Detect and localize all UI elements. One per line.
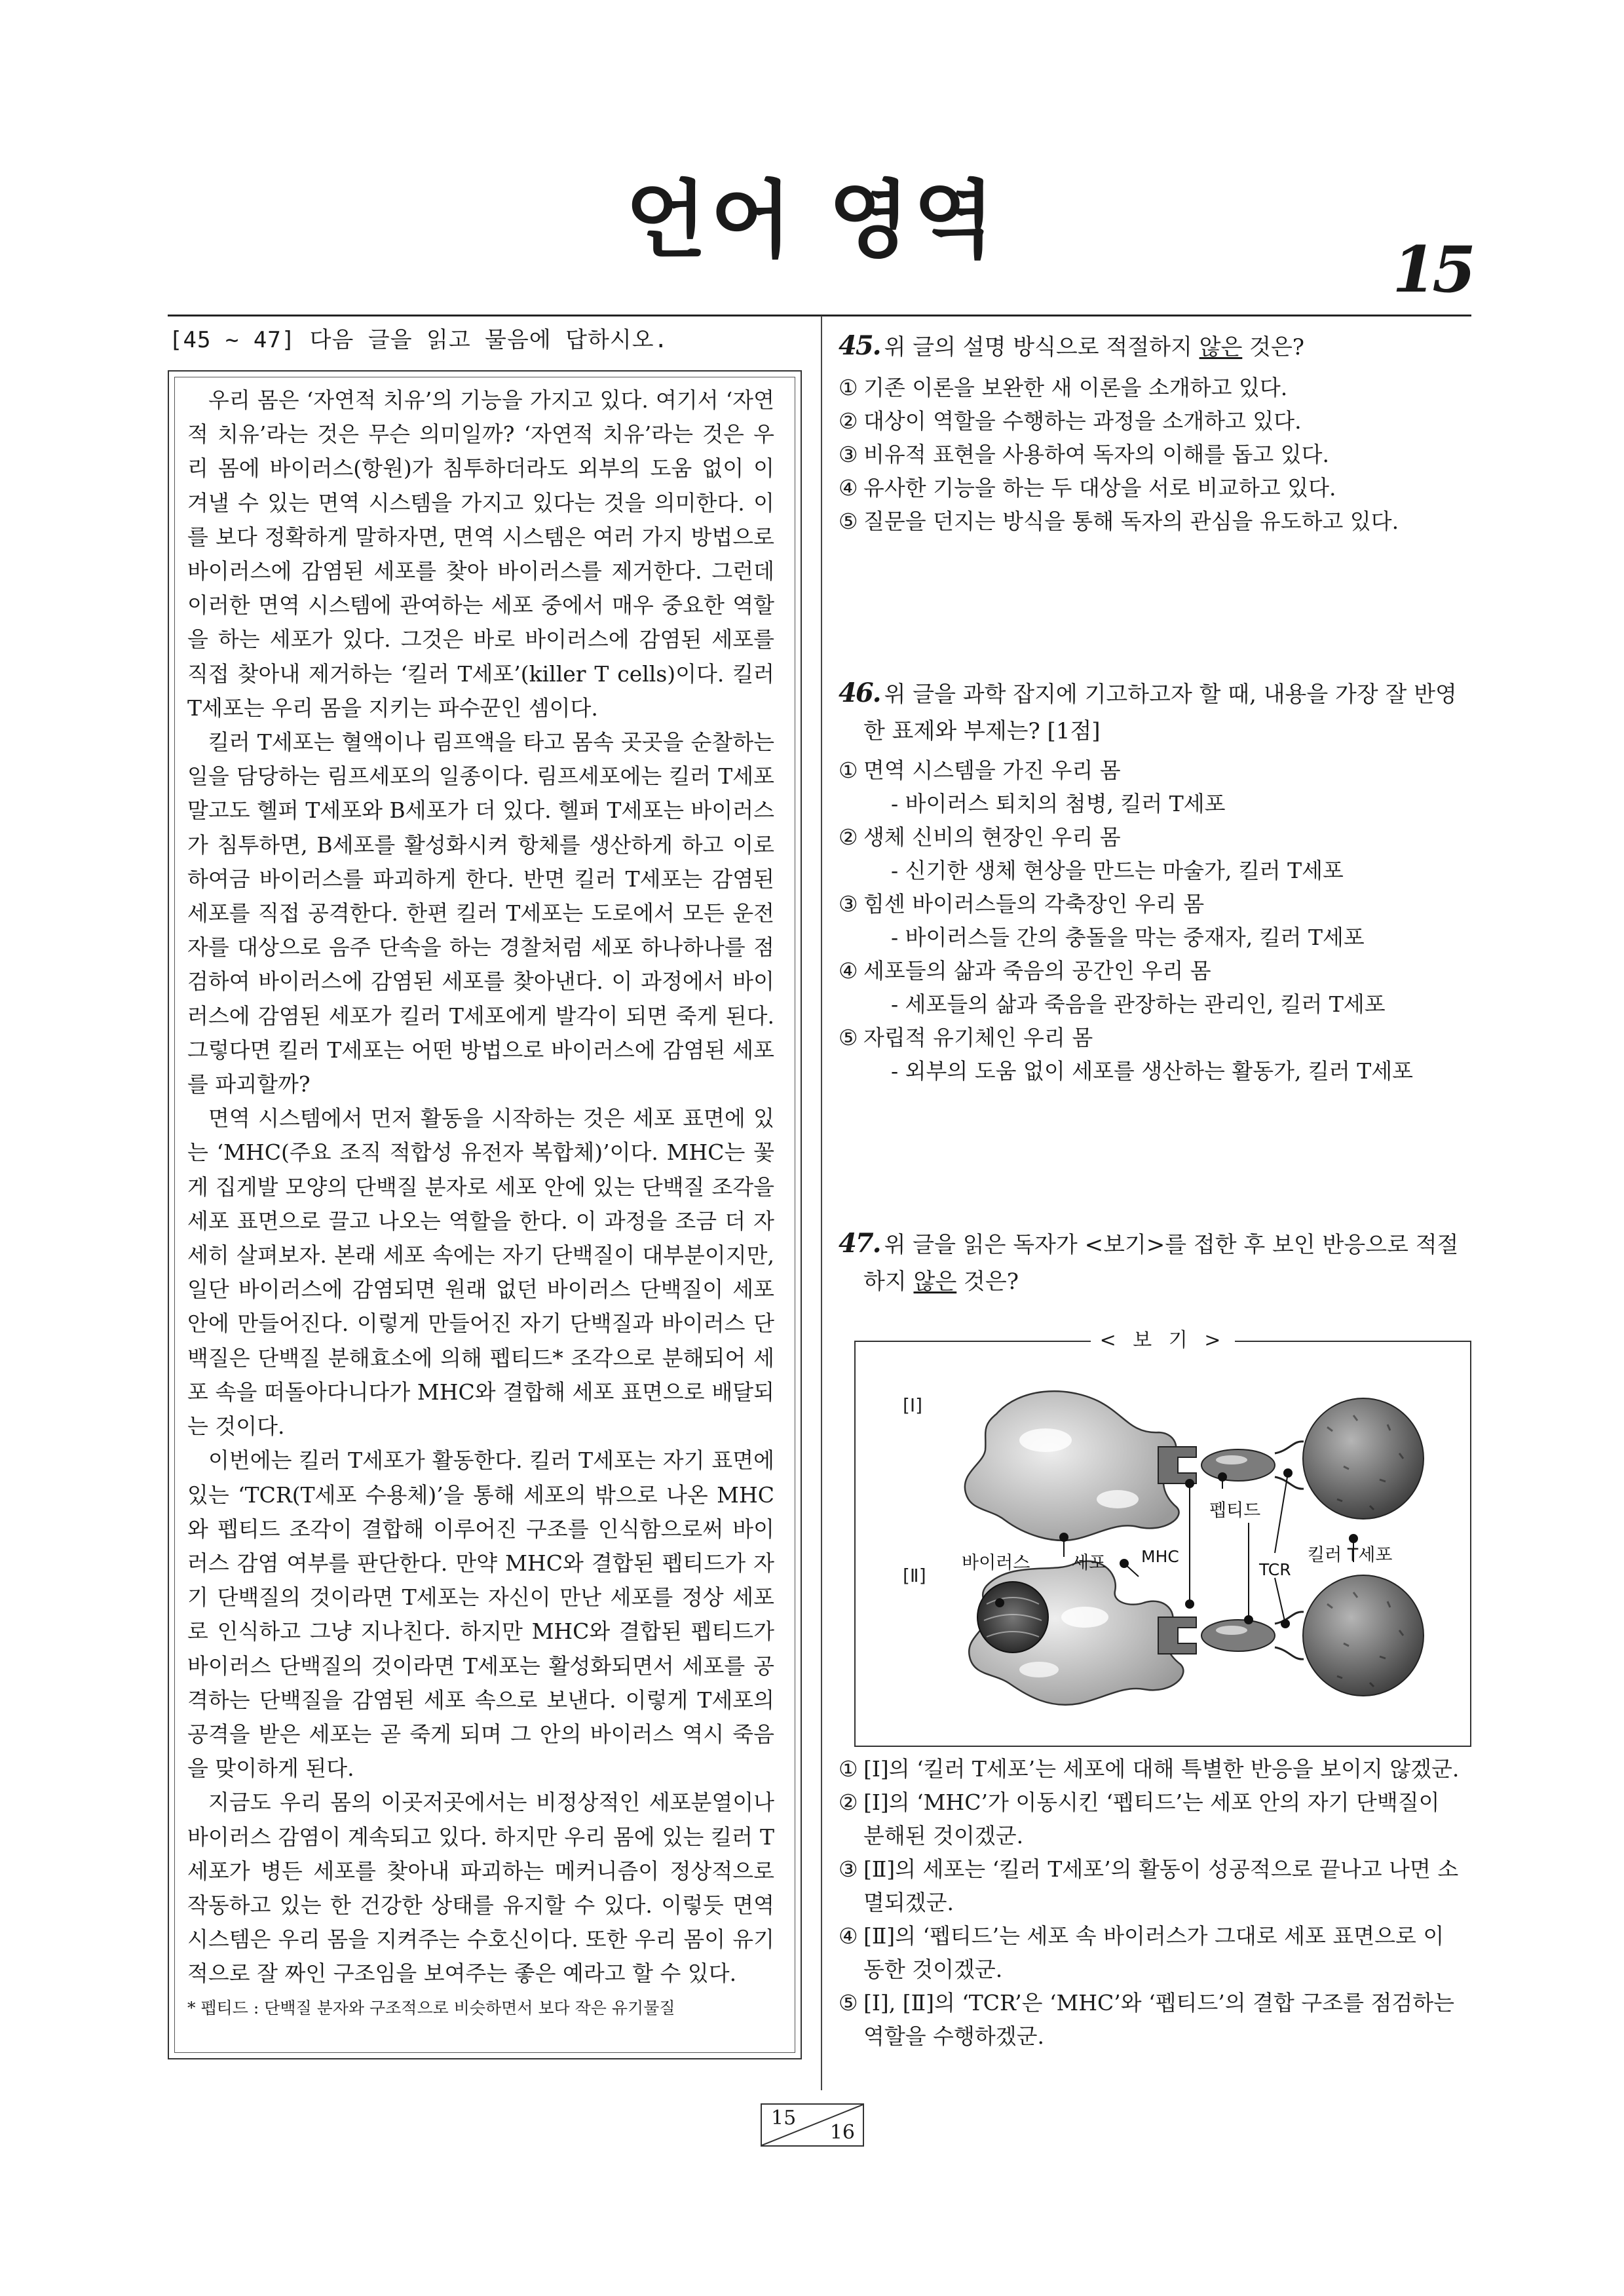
passage-paragraph: 지금도 우리 몸의 이곳저곳에서는 비정상적인 세포분열이나 바이러스 감염이 계속되고 있다. 하지만 우리 몸에 있는 킬러 T세포가 병든 세포를 찾아내 파괴하는 메커니즘이 정상적으로 작동하고 있는 한 건강한 상태를 유지할 수 있다. 이렇듯 면역 시스템은 우리 몸을 지켜주는 수호신이다. 또한 우리 몸이 유기적으로 잘 짜인 구조임을 보여주는 좋은 예라고 할 수 있다. xyxy=(187,1789,774,1987)
option-mark: ④ xyxy=(839,958,858,984)
answer-option-5[interactable] xyxy=(839,1986,1467,2053)
page-number: 15 xyxy=(1392,233,1472,307)
option-mark: ① xyxy=(839,1756,858,1782)
option-mark: ② xyxy=(839,1789,858,1815)
peptide-highlight xyxy=(1216,1626,1247,1635)
cell-highlight xyxy=(1061,1607,1108,1628)
option-mark: ③ xyxy=(839,891,858,917)
mhc-molecule-2 xyxy=(1158,1617,1196,1654)
cell-highlight xyxy=(1097,1490,1139,1508)
label-cell: 세포 xyxy=(1072,1553,1106,1573)
label-dot xyxy=(1186,1600,1194,1608)
option-text: 대상이 역할을 수행하는 과정을 소개하고 있다. xyxy=(863,408,1302,434)
answer-option-3[interactable] xyxy=(839,438,1467,471)
label-dot xyxy=(1060,1533,1068,1541)
option-mark: ⑤ xyxy=(839,508,858,534)
option-title: 힘센 바이러스들의 각축장인 우리 몸 xyxy=(863,891,1205,917)
cell-shape-1 xyxy=(965,1391,1179,1540)
answer-option-1[interactable] xyxy=(839,1752,1467,1786)
answer-option-4[interactable] xyxy=(839,954,1467,987)
label-killer-tcell: 킬러 T세포 xyxy=(1308,1545,1393,1565)
answer-option-3[interactable] xyxy=(839,887,1467,921)
option-mark: ③ xyxy=(839,442,858,467)
label-dot xyxy=(1245,1616,1253,1624)
page-indicator xyxy=(761,2103,864,2147)
peptide-highlight xyxy=(1216,1455,1247,1464)
header-rule xyxy=(168,315,1471,316)
row-label-1: [Ⅰ] xyxy=(903,1394,923,1416)
question-46-stem xyxy=(839,675,1467,750)
answer-option-2[interactable] xyxy=(839,1786,1467,1852)
option-title: 자립적 유기체인 우리 몸 xyxy=(863,1025,1093,1050)
option-text: [Ⅰ], [Ⅱ]의 ‘TCR’은 ‘MHC’와 ‘펩티드’의 결합 구조를 점검하는 역할을 수행하겠군. xyxy=(863,1990,1454,2049)
label-dot xyxy=(1281,1620,1289,1628)
stem-text: 위 글을 과학 잡지에 기고하고자 할 때, 내용을 가장 잘 반영한 표제와 부제는? [1점] xyxy=(863,681,1457,744)
footnote: * 펩티드 : 단백질 분자와 구조적으로 비슷하면서 보다 작은 유기물질 xyxy=(187,1999,675,2018)
option-mark: ③ xyxy=(839,1856,858,1882)
total-pages: 16 xyxy=(829,2121,855,2144)
option-text: [Ⅰ]의 ‘킬러 T세포’는 세포에 대해 특별한 반응을 보이지 않겠군. xyxy=(863,1756,1460,1782)
tcell-1 xyxy=(1303,1398,1424,1519)
option-subtitle: - 바이러스 퇴치의 첨병, 킬러 T세포 xyxy=(891,791,1226,816)
bogi-box xyxy=(854,1329,1471,1747)
passage-paragraph: 우리 몸은 ‘자연적 치유’의 기능을 가지고 있다. 여기서 ‘자연적 치유’라는 것은 무슨 의미일까? ‘자연적 치유’라는 것은 우리 몸에 바이러스(항원)가 침투하더라도 외부의 도움 없이 이겨낼 수 있는 면역 시스템을 가지고 있다는 것을 의미한다. 이를 보다 정확하게 말하자면, 면역 시스템은 여러 가지 방법으로 바이러스에 감염된 세포를 찾아 바이러스를 제거한다. 그런데 이러한 면역 시스템에 관여하는 세포 중에서 매우 중요한 역할을 하는 세포가 있다. 그것은 바로 바이러스에 감염된 세포를 직접 찾아내 제거하는 ‘킬러 T세포’(killer T cells)이다. 킬러 T세포는 우리 몸을 지키는 파수꾼인 셈이다. xyxy=(187,387,774,721)
question-47 xyxy=(839,1225,1467,1300)
label-tcr: TCR xyxy=(1259,1560,1291,1579)
stem-text: 것은? xyxy=(1242,334,1305,360)
option-subtitle: - 외부의 도움 없이 세포를 생산하는 활동가, 킬러 T세포 xyxy=(891,1058,1414,1084)
peptide-1 xyxy=(1201,1449,1275,1481)
label-dot xyxy=(1350,1535,1357,1542)
option-mark: ① xyxy=(839,757,858,783)
answer-option-5[interactable] xyxy=(839,1021,1467,1054)
tcr-receptor-2 xyxy=(1275,1612,1304,1659)
stem-text: 것은? xyxy=(956,1269,1019,1295)
option-title: 세포들의 삶과 죽음의 공간인 우리 몸 xyxy=(863,958,1211,984)
passage-paragraph: 이번에는 킬러 T세포가 활동한다. 킬러 T세포는 자기 표면에 있는 ‘TCR(T세포 수용체)’을 통해 세포의 밖으로 나온 MHC와 펩티드 조각이 결합해 이루어진 구조를 인식함으로써 바이러스 감염 여부를 판단한다. 만약 MHC와 결합된 펩티드가 자기 단백질의 것이라면 T세포는 자신이 만난 세포를 정상 세포로 인식하고 그냥 지나친다. 하지만 MHC와 결합된 펩티드가 바이러스 단백질의 것이라면 T세포는 활성화되면서 세포를 공격하는 단백질을 감염된 세포 속으로 보낸다. 이렇게 T세포의 공격을 받은 세포는 곧 죽게 되며 그 안의 바이러스 역시 죽음을 맞이하게 된다. xyxy=(187,1447,774,1782)
cell-highlight xyxy=(1019,1662,1059,1677)
option-text: 유사한 기능을 하는 두 대상을 서로 비교하고 있다. xyxy=(863,475,1336,501)
column-divider xyxy=(821,316,822,2090)
stem-underlined: 않은 xyxy=(913,1269,957,1295)
reading-passage xyxy=(187,383,774,1991)
label-peptide: 펩티드 xyxy=(1209,1501,1261,1521)
answer-option-5[interactable] xyxy=(839,505,1467,538)
option-text: [Ⅰ]의 ‘MHC’가 이동시킨 ‘펩티드’는 세포 안의 자기 단백질이 분해된 것이겠군. xyxy=(863,1789,1440,1848)
question-number: 47. xyxy=(839,1228,880,1259)
row-label-2: [Ⅱ] xyxy=(903,1565,926,1586)
immune-diagram xyxy=(856,1342,1470,1746)
passage-paragraph: 킬러 T세포는 혈액이나 림프액을 타고 몸속 곳곳을 순찰하는 일을 담당하는 림프세포의 일종이다. 림프세포에는 킬러 T세포 말고도 헬퍼 T세포와 B세포가 더 있다. 헬퍼 T세포는 바이러스가 침투하면, B세포를 활성화시켜 항체를 생산하게 하고 이로 하여금 바이러스를 파괴하게 한다. 반면 킬러 T세포는 감염된 세포를 직접 공격한다. 한편 킬러 T세포는 도로에서 모든 운전자를 대상으로 음주 단속을 하는 경찰처럼 세포 하나하나를 점검하여 바이러스에 감염된 세포를 찾아낸다. 이 과정에서 바이러스에 감염된 세포가 킬러 T세포에게 발각이 되면 죽게 된다. 그렇다면 킬러 T세포는 어떤 방법으로 바이러스에 감염된 세포를 파괴할까? xyxy=(187,729,774,1098)
question-47-options xyxy=(839,1752,1467,2053)
reading-passage-box xyxy=(168,370,802,2059)
bogi-title: < 보 기 > xyxy=(1091,1329,1236,1352)
option-text: 비유적 표현을 사용하여 독자의 이해를 돕고 있다. xyxy=(863,442,1329,467)
question-47-stem xyxy=(839,1225,1467,1300)
option-title: 면역 시스템을 가진 우리 몸 xyxy=(863,757,1121,783)
answer-option-1[interactable] xyxy=(839,754,1467,787)
option-mark: ⑤ xyxy=(839,1025,858,1050)
label-dot xyxy=(1186,1480,1194,1487)
answer-option-1[interactable] xyxy=(839,371,1467,404)
option-mark: ① xyxy=(839,375,858,400)
peptide-2 xyxy=(1201,1620,1275,1651)
label-virus: 바이러스 xyxy=(962,1553,1030,1573)
label-dot xyxy=(1120,1559,1128,1567)
answer-option-2[interactable] xyxy=(839,404,1467,438)
option-subtitle: - 신기한 생체 현상을 만드는 마술가, 킬러 T세포 xyxy=(891,858,1344,883)
label-dot xyxy=(996,1599,1004,1607)
option-text: [Ⅱ]의 세포는 ‘킬러 T세포’의 활동이 성공적으로 끝나고 나면 소멸되겠군. xyxy=(863,1856,1459,1915)
label-dot xyxy=(1284,1469,1292,1477)
question-45 xyxy=(839,328,1467,538)
question-46 xyxy=(839,675,1467,1088)
option-mark: ④ xyxy=(839,1923,858,1949)
answer-option-2[interactable] xyxy=(839,820,1467,854)
stem-underlined: 않은 xyxy=(1199,334,1243,360)
option-subtitle: - 세포들의 삶과 죽음을 관장하는 관리인, 킬러 T세포 xyxy=(891,991,1386,1017)
option-text: 질문을 던지는 방식을 통해 독자의 관심을 유도하고 있다. xyxy=(863,508,1399,534)
current-page: 15 xyxy=(771,2107,797,2130)
option-mark: ② xyxy=(839,824,858,850)
section-title: 언어 영역 xyxy=(625,172,999,269)
tcr-receptor-1 xyxy=(1275,1442,1304,1489)
option-mark: ② xyxy=(839,408,858,434)
stem-text: 위 글을 읽은 독자가 <보기>를 접한 후 보인 반응으로 적절하지 xyxy=(863,1232,1459,1295)
stem-text: 위 글의 설명 방식으로 적절하지 xyxy=(884,334,1199,360)
answer-option-3[interactable] xyxy=(839,1852,1467,1919)
cell-highlight xyxy=(1019,1428,1072,1452)
option-subtitle: - 바이러스들 간의 충돌을 막는 중재자, 킬러 T세포 xyxy=(891,925,1365,950)
question-number: 46. xyxy=(839,678,880,708)
virus-particle xyxy=(977,1582,1048,1653)
option-mark: ④ xyxy=(839,475,858,501)
question-45-stem xyxy=(839,328,1467,366)
label-dot xyxy=(1218,1473,1226,1481)
mhc-molecule-1 xyxy=(1158,1447,1196,1483)
option-text: [Ⅱ]의 ‘펩티드’는 세포 속 바이러스가 그대로 세포 표면으로 이동한 것이겠군. xyxy=(863,1923,1445,1982)
question-instruction: [45 ~ 47] 다음 글을 읽고 물음에 답하시오. xyxy=(169,327,669,353)
answer-option-4[interactable] xyxy=(839,471,1467,505)
tcell-2 xyxy=(1303,1575,1424,1696)
option-title: 생체 신비의 현장인 우리 몸 xyxy=(863,824,1121,850)
passage-paragraph: 면역 시스템에서 먼저 활동을 시작하는 것은 세포 표면에 있는 ‘MHC(주요 조직 적합성 유전자 복합체)’이다. MHC는 꽃게 집게발 모양의 단백질 분자로 세포 안에 있는 단백질 조각을 세포 표면으로 끌고 나오는 역할을 한다. 이 과정을 조금 더 자세히 살펴보자. 본래 세포 속에는 자기 단백질이 대부분이지만, 일단 바이러스에 감염되면 원래 없던 바이러스 단백질이 세포 안에 만들어진다. 이렇게 만들어진 자기 단백질과 바이러스 단백질은 단백질 분해효소에 의해 펩티드* 조각으로 분해되어 세포 속을 떠돌아다니다가 MHC와 결합해 세포 표면으로 배달되는 것이다. xyxy=(187,1105,774,1440)
option-mark: ⑤ xyxy=(839,1990,858,2016)
label-mhc: MHC xyxy=(1141,1547,1179,1566)
option-text: 기존 이론을 보완한 새 이론을 소개하고 있다. xyxy=(863,375,1288,400)
question-number: 45. xyxy=(839,330,880,361)
answer-option-4[interactable] xyxy=(839,1919,1467,1986)
